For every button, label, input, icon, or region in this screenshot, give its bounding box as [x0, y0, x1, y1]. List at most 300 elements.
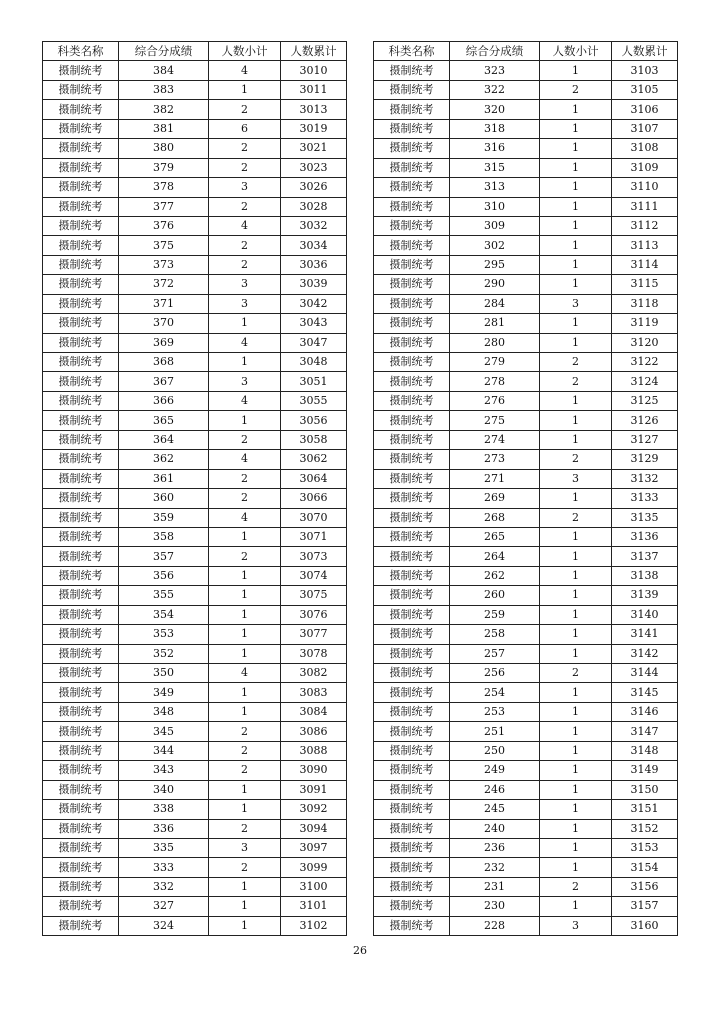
cell-cumulative: 3043 — [281, 314, 347, 333]
cell-score: 327 — [119, 897, 209, 916]
cell-cumulative: 3137 — [612, 547, 678, 566]
cell-score: 231 — [450, 877, 540, 896]
cell-category: 摄制统考 — [43, 508, 119, 527]
cell-score: 348 — [119, 702, 209, 721]
cell-cumulative: 3157 — [612, 897, 678, 916]
cell-category: 摄制统考 — [43, 197, 119, 216]
cell-category: 摄制统考 — [374, 100, 450, 119]
cell-cumulative: 3064 — [281, 469, 347, 488]
cell-cumulative: 3153 — [612, 838, 678, 857]
cell-cumulative: 3140 — [612, 605, 678, 624]
header-subtotal: 人数小计 — [209, 42, 281, 61]
cell-score: 276 — [450, 391, 540, 410]
cell-category: 摄制统考 — [374, 469, 450, 488]
cell-category: 摄制统考 — [43, 80, 119, 99]
cell-subtotal: 1 — [540, 819, 612, 838]
cell-subtotal: 1 — [540, 430, 612, 449]
table-body-right — [374, 61, 678, 936]
table-row — [43, 430, 347, 449]
table-row — [43, 294, 347, 313]
cell-category: 摄制统考 — [374, 877, 450, 896]
cell-cumulative: 3152 — [612, 819, 678, 838]
cell-score: 381 — [119, 119, 209, 138]
cell-category: 摄制统考 — [374, 314, 450, 333]
cell-subtotal: 1 — [540, 527, 612, 546]
cell-score: 375 — [119, 236, 209, 255]
cell-score: 379 — [119, 158, 209, 177]
cell-cumulative: 3149 — [612, 761, 678, 780]
cell-category: 摄制统考 — [374, 158, 450, 177]
table-row — [374, 838, 678, 857]
table-row — [43, 897, 347, 916]
table-row — [374, 489, 678, 508]
cell-category: 摄制统考 — [43, 683, 119, 702]
cell-category: 摄制统考 — [374, 275, 450, 294]
table-row — [43, 158, 347, 177]
cell-cumulative: 3113 — [612, 236, 678, 255]
cell-subtotal: 1 — [540, 100, 612, 119]
cell-cumulative: 3126 — [612, 411, 678, 430]
table-row — [374, 586, 678, 605]
cell-subtotal: 2 — [540, 877, 612, 896]
cell-cumulative: 3088 — [281, 741, 347, 760]
score-table-left — [42, 41, 347, 936]
table-row — [374, 372, 678, 391]
table-row — [43, 566, 347, 585]
table-row — [374, 411, 678, 430]
cell-category: 摄制统考 — [43, 489, 119, 508]
cell-score: 265 — [450, 527, 540, 546]
header-category: 科类名称 — [43, 42, 119, 61]
cell-subtotal: 1 — [540, 139, 612, 158]
table-row — [43, 197, 347, 216]
cell-subtotal: 2 — [209, 430, 281, 449]
table-row — [374, 197, 678, 216]
cell-score: 262 — [450, 566, 540, 585]
cell-category: 摄制统考 — [374, 119, 450, 138]
table-row — [43, 61, 347, 80]
table-row — [43, 508, 347, 527]
cell-cumulative: 3051 — [281, 372, 347, 391]
table-row — [374, 800, 678, 819]
cell-score: 302 — [450, 236, 540, 255]
cell-category: 摄制统考 — [374, 644, 450, 663]
cell-category: 摄制统考 — [374, 741, 450, 760]
cell-cumulative: 3102 — [281, 916, 347, 935]
cell-subtotal: 4 — [209, 216, 281, 235]
cell-subtotal: 1 — [540, 586, 612, 605]
cell-category: 摄制统考 — [43, 761, 119, 780]
table-row — [43, 916, 347, 935]
table-row — [43, 800, 347, 819]
cell-category: 摄制统考 — [374, 450, 450, 469]
table-row — [43, 275, 347, 294]
cell-cumulative: 3142 — [612, 644, 678, 663]
cell-subtotal: 1 — [540, 566, 612, 585]
cell-cumulative: 3118 — [612, 294, 678, 313]
cell-category: 摄制统考 — [374, 372, 450, 391]
cell-category: 摄制统考 — [374, 664, 450, 683]
cell-subtotal: 1 — [209, 897, 281, 916]
cell-score: 309 — [450, 216, 540, 235]
cell-category: 摄制统考 — [374, 216, 450, 235]
cell-score: 232 — [450, 858, 540, 877]
page-number: 26 — [353, 944, 367, 957]
cell-score: 361 — [119, 469, 209, 488]
cell-cumulative: 3119 — [612, 314, 678, 333]
score-table-right — [373, 41, 678, 936]
cell-subtotal: 4 — [209, 61, 281, 80]
cell-cumulative: 3084 — [281, 702, 347, 721]
cell-score: 258 — [450, 625, 540, 644]
cell-cumulative: 3056 — [281, 411, 347, 430]
cell-subtotal: 1 — [209, 527, 281, 546]
table-row — [374, 644, 678, 663]
cell-cumulative: 3083 — [281, 683, 347, 702]
cell-category: 摄制统考 — [374, 61, 450, 80]
cell-subtotal: 3 — [540, 294, 612, 313]
cell-cumulative: 3127 — [612, 430, 678, 449]
table-row — [43, 527, 347, 546]
cell-subtotal: 1 — [540, 858, 612, 877]
cell-cumulative: 3062 — [281, 450, 347, 469]
cell-cumulative: 3039 — [281, 275, 347, 294]
cell-subtotal: 3 — [540, 916, 612, 935]
cell-subtotal: 4 — [209, 508, 281, 527]
cell-category: 摄制统考 — [374, 547, 450, 566]
cell-subtotal: 1 — [540, 314, 612, 333]
cell-subtotal: 1 — [540, 702, 612, 721]
cell-subtotal: 2 — [209, 139, 281, 158]
table-row — [43, 605, 347, 624]
cell-category: 摄制统考 — [43, 333, 119, 352]
table-row — [374, 508, 678, 527]
table-row — [43, 80, 347, 99]
cell-score: 269 — [450, 489, 540, 508]
table-row — [43, 372, 347, 391]
cell-score: 370 — [119, 314, 209, 333]
table-row — [43, 586, 347, 605]
cell-cumulative: 3094 — [281, 819, 347, 838]
cell-category: 摄制统考 — [374, 800, 450, 819]
table-row — [43, 255, 347, 274]
cell-cumulative: 3111 — [612, 197, 678, 216]
table-row — [374, 450, 678, 469]
cell-category: 摄制统考 — [43, 566, 119, 585]
table-row — [43, 838, 347, 857]
cell-cumulative: 3066 — [281, 489, 347, 508]
cell-score: 377 — [119, 197, 209, 216]
cell-score: 320 — [450, 100, 540, 119]
cell-category: 摄制统考 — [43, 858, 119, 877]
cell-cumulative: 3090 — [281, 761, 347, 780]
cell-subtotal: 2 — [540, 372, 612, 391]
table-row — [374, 139, 678, 158]
cell-score: 259 — [450, 605, 540, 624]
table-row — [374, 216, 678, 235]
cell-category: 摄制统考 — [374, 333, 450, 352]
table-row — [374, 119, 678, 138]
cell-cumulative: 3055 — [281, 391, 347, 410]
cell-category: 摄制统考 — [43, 800, 119, 819]
cell-cumulative: 3076 — [281, 605, 347, 624]
cell-subtotal: 4 — [209, 391, 281, 410]
cell-category: 摄制统考 — [374, 702, 450, 721]
table-row — [374, 722, 678, 741]
cell-category: 摄制统考 — [374, 508, 450, 527]
table-row — [374, 664, 678, 683]
cell-score: 352 — [119, 644, 209, 663]
cell-cumulative: 3028 — [281, 197, 347, 216]
cell-cumulative: 3011 — [281, 80, 347, 99]
table-row — [374, 605, 678, 624]
cell-cumulative: 3086 — [281, 722, 347, 741]
cell-subtotal: 1 — [540, 236, 612, 255]
cell-category: 摄制统考 — [43, 877, 119, 896]
cell-score: 322 — [450, 80, 540, 99]
cell-subtotal: 1 — [540, 61, 612, 80]
cell-score: 313 — [450, 178, 540, 197]
table-row — [374, 741, 678, 760]
cell-score: 368 — [119, 353, 209, 372]
table-row — [374, 469, 678, 488]
cell-score: 284 — [450, 294, 540, 313]
table-row — [374, 761, 678, 780]
table-row — [374, 527, 678, 546]
cell-score: 279 — [450, 353, 540, 372]
table-row — [43, 353, 347, 372]
cell-cumulative: 3114 — [612, 255, 678, 274]
table-row — [43, 119, 347, 138]
cell-category: 摄制统考 — [43, 838, 119, 857]
cell-cumulative: 3073 — [281, 547, 347, 566]
cell-subtotal: 2 — [209, 100, 281, 119]
cell-category: 摄制统考 — [43, 780, 119, 799]
cell-score: 378 — [119, 178, 209, 197]
cell-subtotal: 1 — [540, 605, 612, 624]
cell-score: 349 — [119, 683, 209, 702]
cell-cumulative: 3122 — [612, 353, 678, 372]
table-row — [43, 178, 347, 197]
cell-category: 摄制统考 — [43, 819, 119, 838]
cell-subtotal: 3 — [209, 294, 281, 313]
cell-score: 246 — [450, 780, 540, 799]
cell-cumulative: 3026 — [281, 178, 347, 197]
cell-category: 摄制统考 — [43, 644, 119, 663]
cell-score: 280 — [450, 333, 540, 352]
cell-score: 333 — [119, 858, 209, 877]
cell-cumulative: 3115 — [612, 275, 678, 294]
cell-subtotal: 1 — [540, 547, 612, 566]
cell-score: 250 — [450, 741, 540, 760]
cell-score: 336 — [119, 819, 209, 838]
table-row — [43, 761, 347, 780]
cell-cumulative: 3160 — [612, 916, 678, 935]
cell-cumulative: 3082 — [281, 664, 347, 683]
table-row — [374, 333, 678, 352]
table-row — [374, 625, 678, 644]
table-row — [374, 314, 678, 333]
table-row — [374, 100, 678, 119]
cell-score: 382 — [119, 100, 209, 119]
cell-category: 摄制统考 — [43, 527, 119, 546]
cell-cumulative: 3047 — [281, 333, 347, 352]
cell-score: 332 — [119, 877, 209, 896]
cell-category: 摄制统考 — [374, 916, 450, 935]
cell-subtotal: 2 — [540, 664, 612, 683]
cell-cumulative: 3075 — [281, 586, 347, 605]
cell-subtotal: 2 — [540, 353, 612, 372]
cell-subtotal: 6 — [209, 119, 281, 138]
cell-score: 350 — [119, 664, 209, 683]
cell-score: 344 — [119, 741, 209, 760]
cell-score: 340 — [119, 780, 209, 799]
cell-category: 摄制统考 — [43, 897, 119, 916]
cell-category: 摄制统考 — [374, 819, 450, 838]
cell-cumulative: 3010 — [281, 61, 347, 80]
cell-score: 345 — [119, 722, 209, 741]
cell-category: 摄制统考 — [43, 450, 119, 469]
table-row — [43, 819, 347, 838]
cell-subtotal: 3 — [209, 838, 281, 857]
cell-category: 摄制统考 — [374, 139, 450, 158]
cell-cumulative: 3147 — [612, 722, 678, 741]
cell-score: 275 — [450, 411, 540, 430]
cell-category: 摄制统考 — [43, 722, 119, 741]
cell-subtotal: 1 — [540, 800, 612, 819]
table-row — [43, 139, 347, 158]
cell-cumulative: 3103 — [612, 61, 678, 80]
cell-cumulative: 3048 — [281, 353, 347, 372]
cell-subtotal: 1 — [540, 119, 612, 138]
cell-subtotal: 1 — [209, 877, 281, 896]
cell-subtotal: 2 — [209, 547, 281, 566]
table-row — [374, 819, 678, 838]
cell-score: 362 — [119, 450, 209, 469]
cell-subtotal: 2 — [209, 236, 281, 255]
cell-category: 摄制统考 — [374, 80, 450, 99]
cell-category: 摄制统考 — [374, 566, 450, 585]
table-row — [374, 178, 678, 197]
cell-category: 摄制统考 — [374, 761, 450, 780]
cell-cumulative: 3151 — [612, 800, 678, 819]
cell-score: 353 — [119, 625, 209, 644]
cell-cumulative: 3154 — [612, 858, 678, 877]
table-row — [43, 683, 347, 702]
cell-subtotal: 2 — [209, 255, 281, 274]
cell-subtotal: 2 — [540, 450, 612, 469]
cell-score: 335 — [119, 838, 209, 857]
cell-score: 364 — [119, 430, 209, 449]
cell-category: 摄制统考 — [374, 236, 450, 255]
table-body-left — [43, 61, 347, 936]
cell-subtotal: 1 — [209, 916, 281, 935]
cell-score: 260 — [450, 586, 540, 605]
cell-subtotal: 1 — [209, 605, 281, 624]
cell-cumulative: 3112 — [612, 216, 678, 235]
cell-score: 310 — [450, 197, 540, 216]
cell-category: 摄制统考 — [374, 897, 450, 916]
cell-score: 249 — [450, 761, 540, 780]
cell-cumulative: 3105 — [612, 80, 678, 99]
table-row — [43, 877, 347, 896]
cell-subtotal: 1 — [209, 80, 281, 99]
cell-cumulative: 3021 — [281, 139, 347, 158]
cell-category: 摄制统考 — [374, 625, 450, 644]
cell-score: 338 — [119, 800, 209, 819]
cell-subtotal: 1 — [209, 800, 281, 819]
cell-score: 278 — [450, 372, 540, 391]
cell-cumulative: 3139 — [612, 586, 678, 605]
cell-subtotal: 3 — [209, 275, 281, 294]
header-subtotal: 人数小计 — [540, 42, 612, 61]
cell-cumulative: 3108 — [612, 139, 678, 158]
cell-category: 摄制统考 — [374, 411, 450, 430]
cell-score: 315 — [450, 158, 540, 177]
cell-subtotal: 2 — [209, 858, 281, 877]
cell-score: 230 — [450, 897, 540, 916]
cell-category: 摄制统考 — [374, 178, 450, 197]
cell-score: 245 — [450, 800, 540, 819]
cell-category: 摄制统考 — [43, 139, 119, 158]
cell-score: 324 — [119, 916, 209, 935]
table-row — [43, 469, 347, 488]
table-row — [374, 702, 678, 721]
cell-category: 摄制统考 — [374, 197, 450, 216]
cell-score: 323 — [450, 61, 540, 80]
cell-subtotal: 1 — [540, 489, 612, 508]
cell-category: 摄制统考 — [43, 158, 119, 177]
table-row — [374, 877, 678, 896]
cell-category: 摄制统考 — [374, 353, 450, 372]
cell-category: 摄制统考 — [374, 527, 450, 546]
table-row — [374, 158, 678, 177]
cell-subtotal: 2 — [209, 197, 281, 216]
cell-category: 摄制统考 — [43, 605, 119, 624]
cell-category: 摄制统考 — [43, 119, 119, 138]
cell-category: 摄制统考 — [43, 255, 119, 274]
table-row — [43, 858, 347, 877]
cell-score: 268 — [450, 508, 540, 527]
cell-subtotal: 1 — [540, 683, 612, 702]
cell-category: 摄制统考 — [43, 664, 119, 683]
cell-score: 273 — [450, 450, 540, 469]
cell-subtotal: 1 — [540, 722, 612, 741]
cell-cumulative: 3101 — [281, 897, 347, 916]
cell-subtotal: 1 — [540, 644, 612, 663]
cell-category: 摄制统考 — [374, 780, 450, 799]
cell-cumulative: 3099 — [281, 858, 347, 877]
table-row — [374, 353, 678, 372]
table-row — [374, 780, 678, 799]
cell-category: 摄制统考 — [374, 430, 450, 449]
cell-score: 357 — [119, 547, 209, 566]
cell-cumulative: 3074 — [281, 566, 347, 585]
table-row — [43, 702, 347, 721]
table-row — [374, 275, 678, 294]
table-row — [374, 294, 678, 313]
cell-cumulative: 3091 — [281, 780, 347, 799]
cell-score: 274 — [450, 430, 540, 449]
cell-score: 371 — [119, 294, 209, 313]
cell-subtotal: 1 — [209, 411, 281, 430]
cell-subtotal: 3 — [540, 469, 612, 488]
cell-cumulative: 3042 — [281, 294, 347, 313]
cell-category: 摄制统考 — [374, 858, 450, 877]
cell-category: 摄制统考 — [43, 61, 119, 80]
cell-subtotal: 1 — [209, 780, 281, 799]
table-row — [43, 780, 347, 799]
